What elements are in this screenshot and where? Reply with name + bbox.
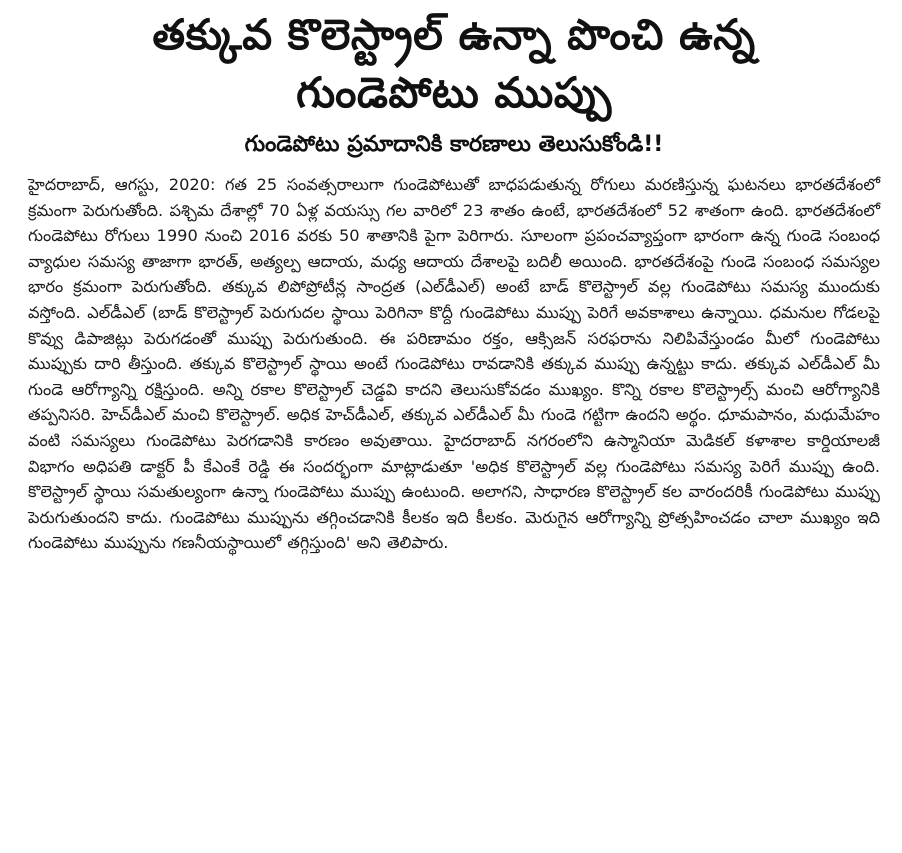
headline-line-2: గుండెపోటు ముప్పు: [296, 68, 612, 117]
article-headline: [28, 6, 880, 122]
article-subheadline: గుండెపోటు ప్రమాదానికి కారణాలు తెలుసుకోండి!!: [244, 132, 664, 157]
article-body: హైదరాబాద్, ఆగస్టు, 2020: గత 25 సంవత్సరాలుగా గుండెపోటుతో బాధపడుతున్న రోగులు మరణిస్తున్న ఘటనలు భారతదేశంలో క్రమంగా పెరుగుతోంది. పశ్చిమ దేశాల్లో 70 ఏళ్ల వయస్సు గల వారిలో 23 శాతం ఉంటే, భారతదేశంలో 52 శాతంగా ఉంది. భారతదేశంలో గుండెపోటు రోగులు 1990 నుంచి 2016 వరకు 50 శాతానికి పైగా పెరిగారు. సూలంగా ప్రపంచవ్యాప్తంగా భారంగా ఉన్న గుండె సంబంధ వ్యాధుల సమస్య తాజాగా భారత్, అత్యల్ప ఆదాయ, మధ్య ఆదాయ దేశాలపై బదిలీ అయింది. భారతదేశంపై గుండె సంబంధ సమస్యల భారం క్రమంగా పెరుగుతోంది. తక్కువ లిపోప్రోటీన్ల సాంద్రత (ఎల్‌డీఎల్) అంటే బాడ్ కొలెస్ట్రాల్ వల్ల గుండెపోటు సమస్య ముందుకు వస్తోంది. ఎల్‌డీఎల్ (బాడ్ కొలెస్ట్రాల్ పెరుగుదల స్థాయి పెరిగినా కొద్దీ గుండెపోటు ముప్పు పెరిగే అవకాశాలు ఉన్నాయి. ధమనుల గోడలపై కొవ్వు డిపాజిట్లు పెరుగడంతో ముప్పు పెరుగుతుంది. ఈ పరిణామం రక్తం, ఆక్సిజన్ సరఫరాను నిలిపివేస్తుండం మీలో గుండెపోటు ముప్పుకు దారి తీస్తుంది. తక్కువ కొలెస్ట్రాల్ స్థాయి అంటే గుండెపోటు రావడానికి తక్కువ ముప్పు ఉన్నట్టు కాదు. తక్కువ ఎల్‌డీఎల్ మీ గుండె ఆరోగ్యాన్ని రక్షిస్తుంది. అన్ని రకాల కొలెస్ట్రాల్ చెడ్డవి కాదని తెలుసుకోవడం ముఖ్యం. కొన్ని రకాల కొలెస్ట్రాల్స్ మంచి ఆరోగ్యానికి తప్పనిసరి. హెచ్‌డీఎల్ మంచి కొలెస్ట్రాల్. అధిక హెచ్‌డీఎల్, తక్కువ ఎల్‌డీఎల్ మీ గుండె గట్టిగా ఉందని అర్థం. ధూమపానం, మధుమేహం వంటి సమస్యలు గుండెపోటు పెరగడానికి కారణం అవుతాయి. హైదరాబాద్ నగరంలోని ఉస్మానియా మెడికల్ కళాశాల కార్డియాలజీ విభాగం అధిపతి డాక్టర్ పీ కేఎంకే రెడ్డి ఈ సందర్భంగా మాట్లాడుతూ 'అధిక కొలెస్ట్రాల్ వల్ల గుండెపోటు సమస్య పెరిగే ముప్పు ఉంది. కొలెస్ట్రాల్ స్థాయి సమతుల్యంగా ఉన్నా గుండెపోటు ముప్పు ఉంటుంది. అలాగని, సాధారణ కొలెస్ట్రాల్ కల వారందరికీ గుండెపోటు ముప్పు పెరుగుతుందని కాదు. గుండెపోటు ముప్పును తగ్గించడానికి కీలకం ఇది కీలకం. మెరుగైన ఆరోగ్యాన్ని ప్రోత్సహించడం చాలా ముఖ్యం ఇది గుండెపోటు ముప్పును గణనీయస్థాయిలో తగ్గిస్తుంది' అని తెలిపారు.: [28, 175, 880, 553]
headline-line-1: తక్కువ కొలెస్ట్రాల్ ఉన్నా పొంచి ఉన్న: [152, 10, 756, 59]
